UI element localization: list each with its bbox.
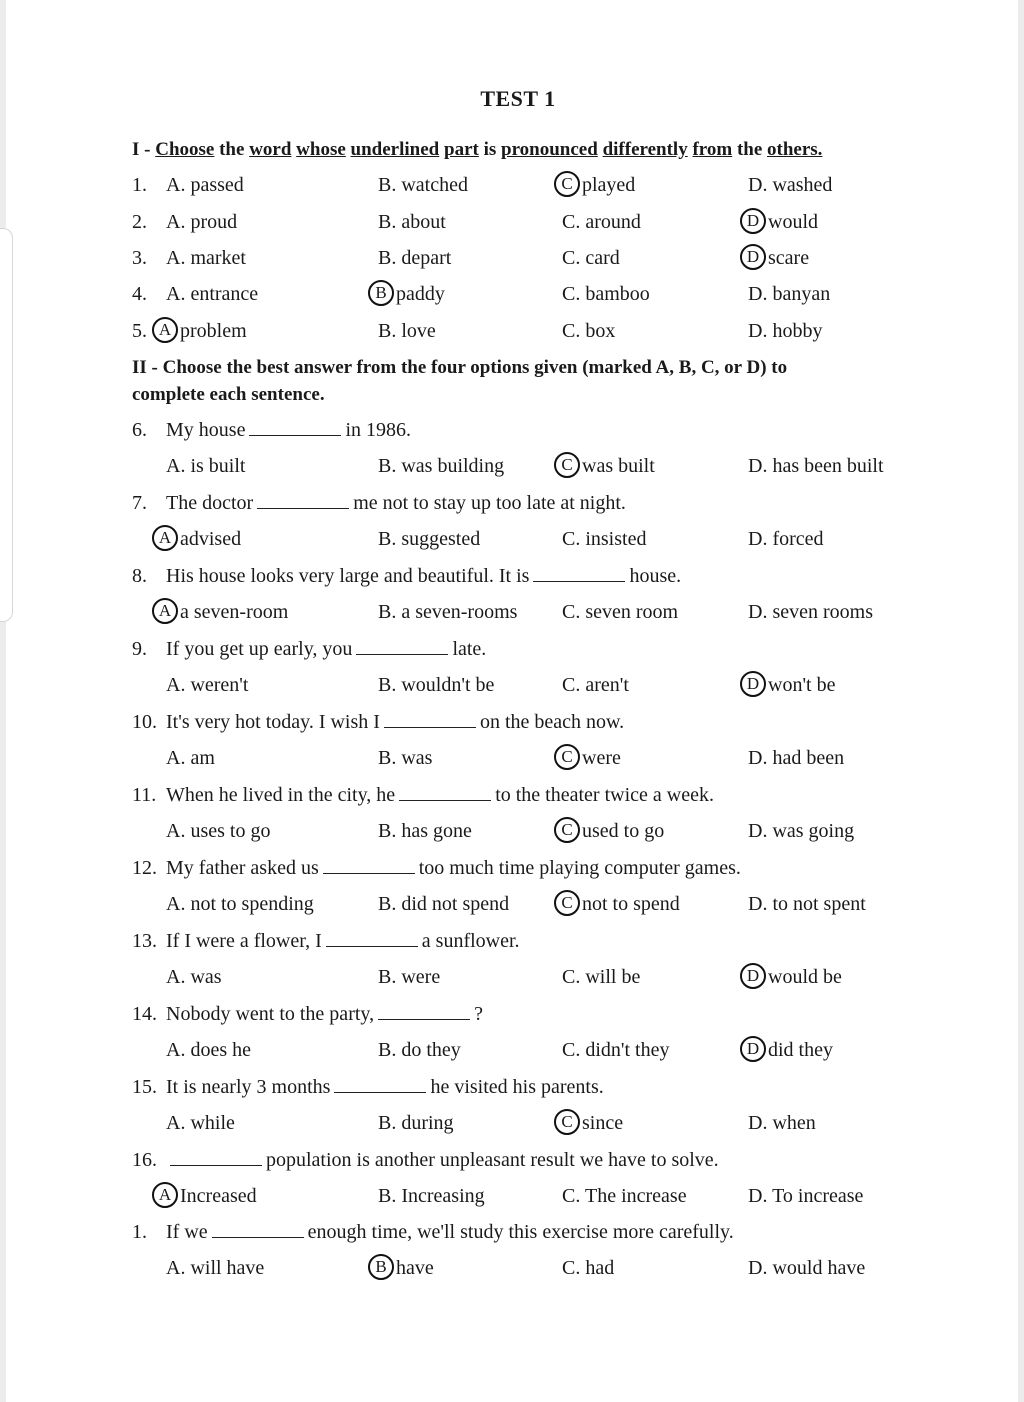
answer-option[interactable]: B. were xyxy=(378,966,441,988)
answer-option[interactable]: D. washed xyxy=(748,174,833,196)
answer-option[interactable] xyxy=(554,745,621,772)
answer-option[interactable] xyxy=(368,1255,434,1282)
answer-option[interactable]: A. was xyxy=(166,966,222,988)
circled-answer-mark: D xyxy=(740,963,766,989)
question-stem xyxy=(132,490,626,516)
answer-option[interactable]: D. banyan xyxy=(748,283,831,305)
answer-text: would xyxy=(768,211,818,233)
answer-option[interactable]: B. did not spend xyxy=(378,893,510,915)
question-text-after: on the beach now. xyxy=(479,711,625,733)
answer-option[interactable]: C. aren't xyxy=(562,674,629,696)
section1-heading xyxy=(132,136,922,163)
answer-blank xyxy=(249,419,341,436)
circled-answer-mark: C xyxy=(554,817,580,843)
answer-option[interactable] xyxy=(554,818,664,845)
heading-word: from xyxy=(692,139,733,160)
question-text-after: to the theater twice a week. xyxy=(495,784,714,806)
answer-text: used to go xyxy=(582,820,665,842)
question-number: 4. xyxy=(132,283,147,305)
question-text-before: If you get up early, you xyxy=(166,638,353,660)
section2-heading-line2: complete each sentence. xyxy=(132,384,325,405)
circled-answer-mark: D xyxy=(740,671,766,697)
question-text-after: house. xyxy=(629,565,682,587)
answer-option[interactable] xyxy=(152,318,247,345)
answer-option[interactable] xyxy=(554,172,635,199)
answer-option[interactable]: C. card xyxy=(562,247,620,269)
question-number: 11. xyxy=(132,784,157,806)
answer-text: since xyxy=(582,1112,624,1134)
heading-word: whose xyxy=(296,139,346,160)
answer-blank xyxy=(356,638,448,655)
question-text-after: enough time, we'll study this exercise more carefully. xyxy=(307,1221,734,1243)
answer-blank xyxy=(212,1221,304,1238)
answer-option[interactable]: B. love xyxy=(378,320,436,342)
question-number: 10. xyxy=(132,711,157,733)
question-stem xyxy=(132,1147,719,1173)
heading-word: is xyxy=(478,139,502,160)
question-text-before: Nobody went to the party, xyxy=(166,1003,375,1025)
question-stem xyxy=(132,782,714,808)
answer-option[interactable] xyxy=(740,245,809,272)
answer-option[interactable]: B. was xyxy=(378,747,433,769)
question-number: 9. xyxy=(132,638,147,660)
circled-answer-mark: D xyxy=(740,244,766,270)
answer-option[interactable]: D. seven rooms xyxy=(748,601,873,623)
answer-option[interactable]: A. passed xyxy=(166,174,244,196)
answer-option[interactable] xyxy=(554,1110,623,1137)
answer-option[interactable]: C. around xyxy=(562,211,641,233)
answer-blank xyxy=(334,1076,426,1093)
question-text-before: My father asked us xyxy=(166,857,319,879)
answer-option[interactable]: C. The increase xyxy=(562,1185,687,1207)
answer-blank xyxy=(326,930,418,947)
answer-text: would be xyxy=(768,966,842,988)
question-number: 8. xyxy=(132,565,147,587)
circled-answer-mark: B xyxy=(368,280,394,306)
answer-option[interactable]: B. do they xyxy=(378,1039,461,1061)
question-text-after: late. xyxy=(452,638,487,660)
answer-option[interactable]: D. forced xyxy=(748,528,824,550)
answer-option[interactable]: C. box xyxy=(562,320,616,342)
question-number: 16. xyxy=(132,1149,157,1171)
question-text-before: If I were a flower, I xyxy=(166,930,322,952)
question-stem xyxy=(132,563,681,589)
heading-word: differently xyxy=(602,139,688,160)
answer-option[interactable]: D. had been xyxy=(748,747,845,769)
answer-option[interactable]: B. wouldn't be xyxy=(378,674,495,696)
answer-option[interactable]: A. am xyxy=(166,747,215,769)
question-text-after: too much time playing computer games. xyxy=(418,857,741,879)
answer-option[interactable]: A. weren't xyxy=(166,674,249,696)
answer-option[interactable]: B. was building xyxy=(378,455,505,477)
answer-blank xyxy=(399,784,491,801)
question-number: 14. xyxy=(132,1003,157,1025)
answer-blank xyxy=(323,857,415,874)
heading-word: others. xyxy=(767,139,823,160)
answer-option[interactable]: A. entrance xyxy=(166,283,259,305)
answer-option[interactable] xyxy=(740,1037,833,1064)
question-number: 5. xyxy=(132,320,147,342)
answer-option[interactable] xyxy=(740,209,818,236)
circled-answer-mark: D xyxy=(740,208,766,234)
circled-answer-mark: A xyxy=(152,598,178,624)
answer-option[interactable] xyxy=(368,281,445,308)
answer-option[interactable]: A. while xyxy=(166,1112,235,1134)
answer-text: advised xyxy=(180,528,242,550)
circled-answer-mark: B xyxy=(368,1254,394,1280)
answer-text: did they xyxy=(768,1039,833,1061)
question-stem xyxy=(132,636,486,662)
answer-option[interactable] xyxy=(740,964,842,991)
circled-answer-mark: A xyxy=(152,317,178,343)
answer-option[interactable]: D. hobby xyxy=(748,320,823,342)
answer-option[interactable]: C. will be xyxy=(562,966,641,988)
question-text-after: he visited his parents. xyxy=(430,1076,604,1098)
circled-answer-mark: C xyxy=(554,1109,580,1135)
circled-answer-mark: C xyxy=(554,171,580,197)
question-text-after: me not to stay up too late at night. xyxy=(353,492,626,514)
answer-text: were xyxy=(582,747,621,769)
answer-option[interactable]: B. has gone xyxy=(378,820,472,842)
answer-text: paddy xyxy=(396,283,445,305)
question-number: 12. xyxy=(132,857,157,879)
worksheet-page xyxy=(6,0,1018,1402)
question-stem xyxy=(132,1001,483,1027)
question-number: 3. xyxy=(132,247,147,269)
answer-option[interactable] xyxy=(554,891,680,918)
section2-heading-line1: II - Choose the best answer from the four options given (marked A, B, C, or D) to xyxy=(132,357,788,378)
question-number: 15. xyxy=(132,1076,157,1098)
question-number: 6. xyxy=(132,419,147,441)
heading-word: underlined xyxy=(350,139,440,160)
answer-option[interactable] xyxy=(554,453,655,480)
circled-answer-mark: A xyxy=(152,1182,178,1208)
question-stem xyxy=(132,417,411,443)
answer-option[interactable]: C. seven room xyxy=(562,601,679,623)
answer-option[interactable]: A. not to spending xyxy=(166,893,314,915)
answer-option[interactable]: A. will have xyxy=(166,1257,265,1279)
question-number: 2. xyxy=(132,211,147,233)
answer-option[interactable]: A. market xyxy=(166,247,246,269)
answer-blank xyxy=(378,1003,470,1020)
question-text-after: a sunflower. xyxy=(421,930,520,952)
answer-option[interactable]: B. Increasing xyxy=(378,1185,485,1207)
answer-option[interactable] xyxy=(152,1183,257,1210)
answer-option[interactable]: D. to not spent xyxy=(748,893,866,915)
answer-option[interactable]: C. had xyxy=(562,1257,615,1279)
heading-word: the xyxy=(732,139,768,160)
answer-option[interactable] xyxy=(740,672,835,699)
circled-answer-mark: C xyxy=(554,452,580,478)
answer-option[interactable] xyxy=(152,526,241,553)
question-text-after: population is another unpleasant result we have to solve. xyxy=(266,1149,719,1171)
answer-text: have xyxy=(396,1257,434,1279)
question-number: 7. xyxy=(132,492,147,514)
question-number: 1. xyxy=(132,174,147,196)
answer-option[interactable]: B. depart xyxy=(378,247,452,269)
question-text-before: When he lived in the city, he xyxy=(166,784,396,806)
question-text-after: in 1986. xyxy=(345,419,412,441)
question-text-after: ? xyxy=(474,1003,483,1025)
section1-prefix: I - xyxy=(132,139,156,160)
heading-word: word xyxy=(249,139,292,160)
test-title: TEST 1 xyxy=(480,86,556,111)
answer-option[interactable]: A. uses to go xyxy=(166,820,271,842)
circled-answer-mark: C xyxy=(554,744,580,770)
question-stem xyxy=(132,928,520,954)
answer-text: was built xyxy=(582,455,655,477)
question-number: 13. xyxy=(132,930,157,952)
answer-text: not to spend xyxy=(582,893,680,915)
question-text-before: If we xyxy=(166,1221,208,1243)
question-text-before: His house looks very large and beautiful. It is xyxy=(166,565,530,587)
question-text-before: It's very hot today. I wish I xyxy=(166,711,380,733)
question-number: 1. xyxy=(132,1221,147,1243)
circled-answer-mark: A xyxy=(152,525,178,551)
question-text-before: The doctor xyxy=(166,492,254,514)
answer-text: problem xyxy=(180,320,247,342)
answer-text: played xyxy=(582,174,636,196)
answer-option[interactable]: C. bamboo xyxy=(562,283,650,305)
question-stem xyxy=(132,855,741,881)
answer-option[interactable]: A. is built xyxy=(166,455,246,477)
question-text-before: It is nearly 3 months xyxy=(166,1076,331,1098)
circled-answer-mark: D xyxy=(740,1036,766,1062)
answer-option[interactable]: C. insisted xyxy=(562,528,647,550)
answer-text: scare xyxy=(768,247,810,269)
answer-blank xyxy=(384,711,476,728)
heading-word: pronounced xyxy=(501,139,598,160)
answer-option[interactable]: B. suggested xyxy=(378,528,481,550)
answer-option[interactable]: D. has been built xyxy=(748,455,884,477)
answer-text: won't be xyxy=(768,674,836,696)
side-panel-tab[interactable] xyxy=(0,228,13,622)
answer-option[interactable]: A. proud xyxy=(166,211,238,233)
answer-blank xyxy=(257,492,349,509)
heading-word: part xyxy=(444,139,479,160)
answer-option[interactable]: B. a seven-rooms xyxy=(378,601,518,623)
answer-blank xyxy=(533,565,625,582)
answer-text: a seven-room xyxy=(180,601,289,623)
question-stem xyxy=(132,1219,734,1245)
answer-option[interactable] xyxy=(152,599,288,626)
answer-option[interactable]: D. would have xyxy=(748,1257,866,1279)
heading-word: the xyxy=(214,139,250,160)
answer-option[interactable]: B. watched xyxy=(378,174,468,196)
question-stem xyxy=(132,1074,604,1100)
answer-option[interactable]: B. about xyxy=(378,211,446,233)
section2-heading xyxy=(132,354,922,408)
answer-blank xyxy=(170,1149,262,1166)
answer-text: Increased xyxy=(180,1185,257,1207)
circled-answer-mark: C xyxy=(554,890,580,916)
question-text-before: My house xyxy=(166,419,246,441)
answer-option[interactable]: A. does he xyxy=(166,1039,251,1061)
answer-option[interactable]: D. when xyxy=(748,1112,816,1134)
question-stem xyxy=(132,709,624,735)
heading-word: Choose xyxy=(155,139,215,160)
answer-option[interactable]: C. didn't they xyxy=(562,1039,670,1061)
answer-option[interactable]: B. during xyxy=(378,1112,454,1134)
answer-option[interactable]: D. To increase xyxy=(748,1185,864,1207)
answer-option[interactable]: D. was going xyxy=(748,820,855,842)
